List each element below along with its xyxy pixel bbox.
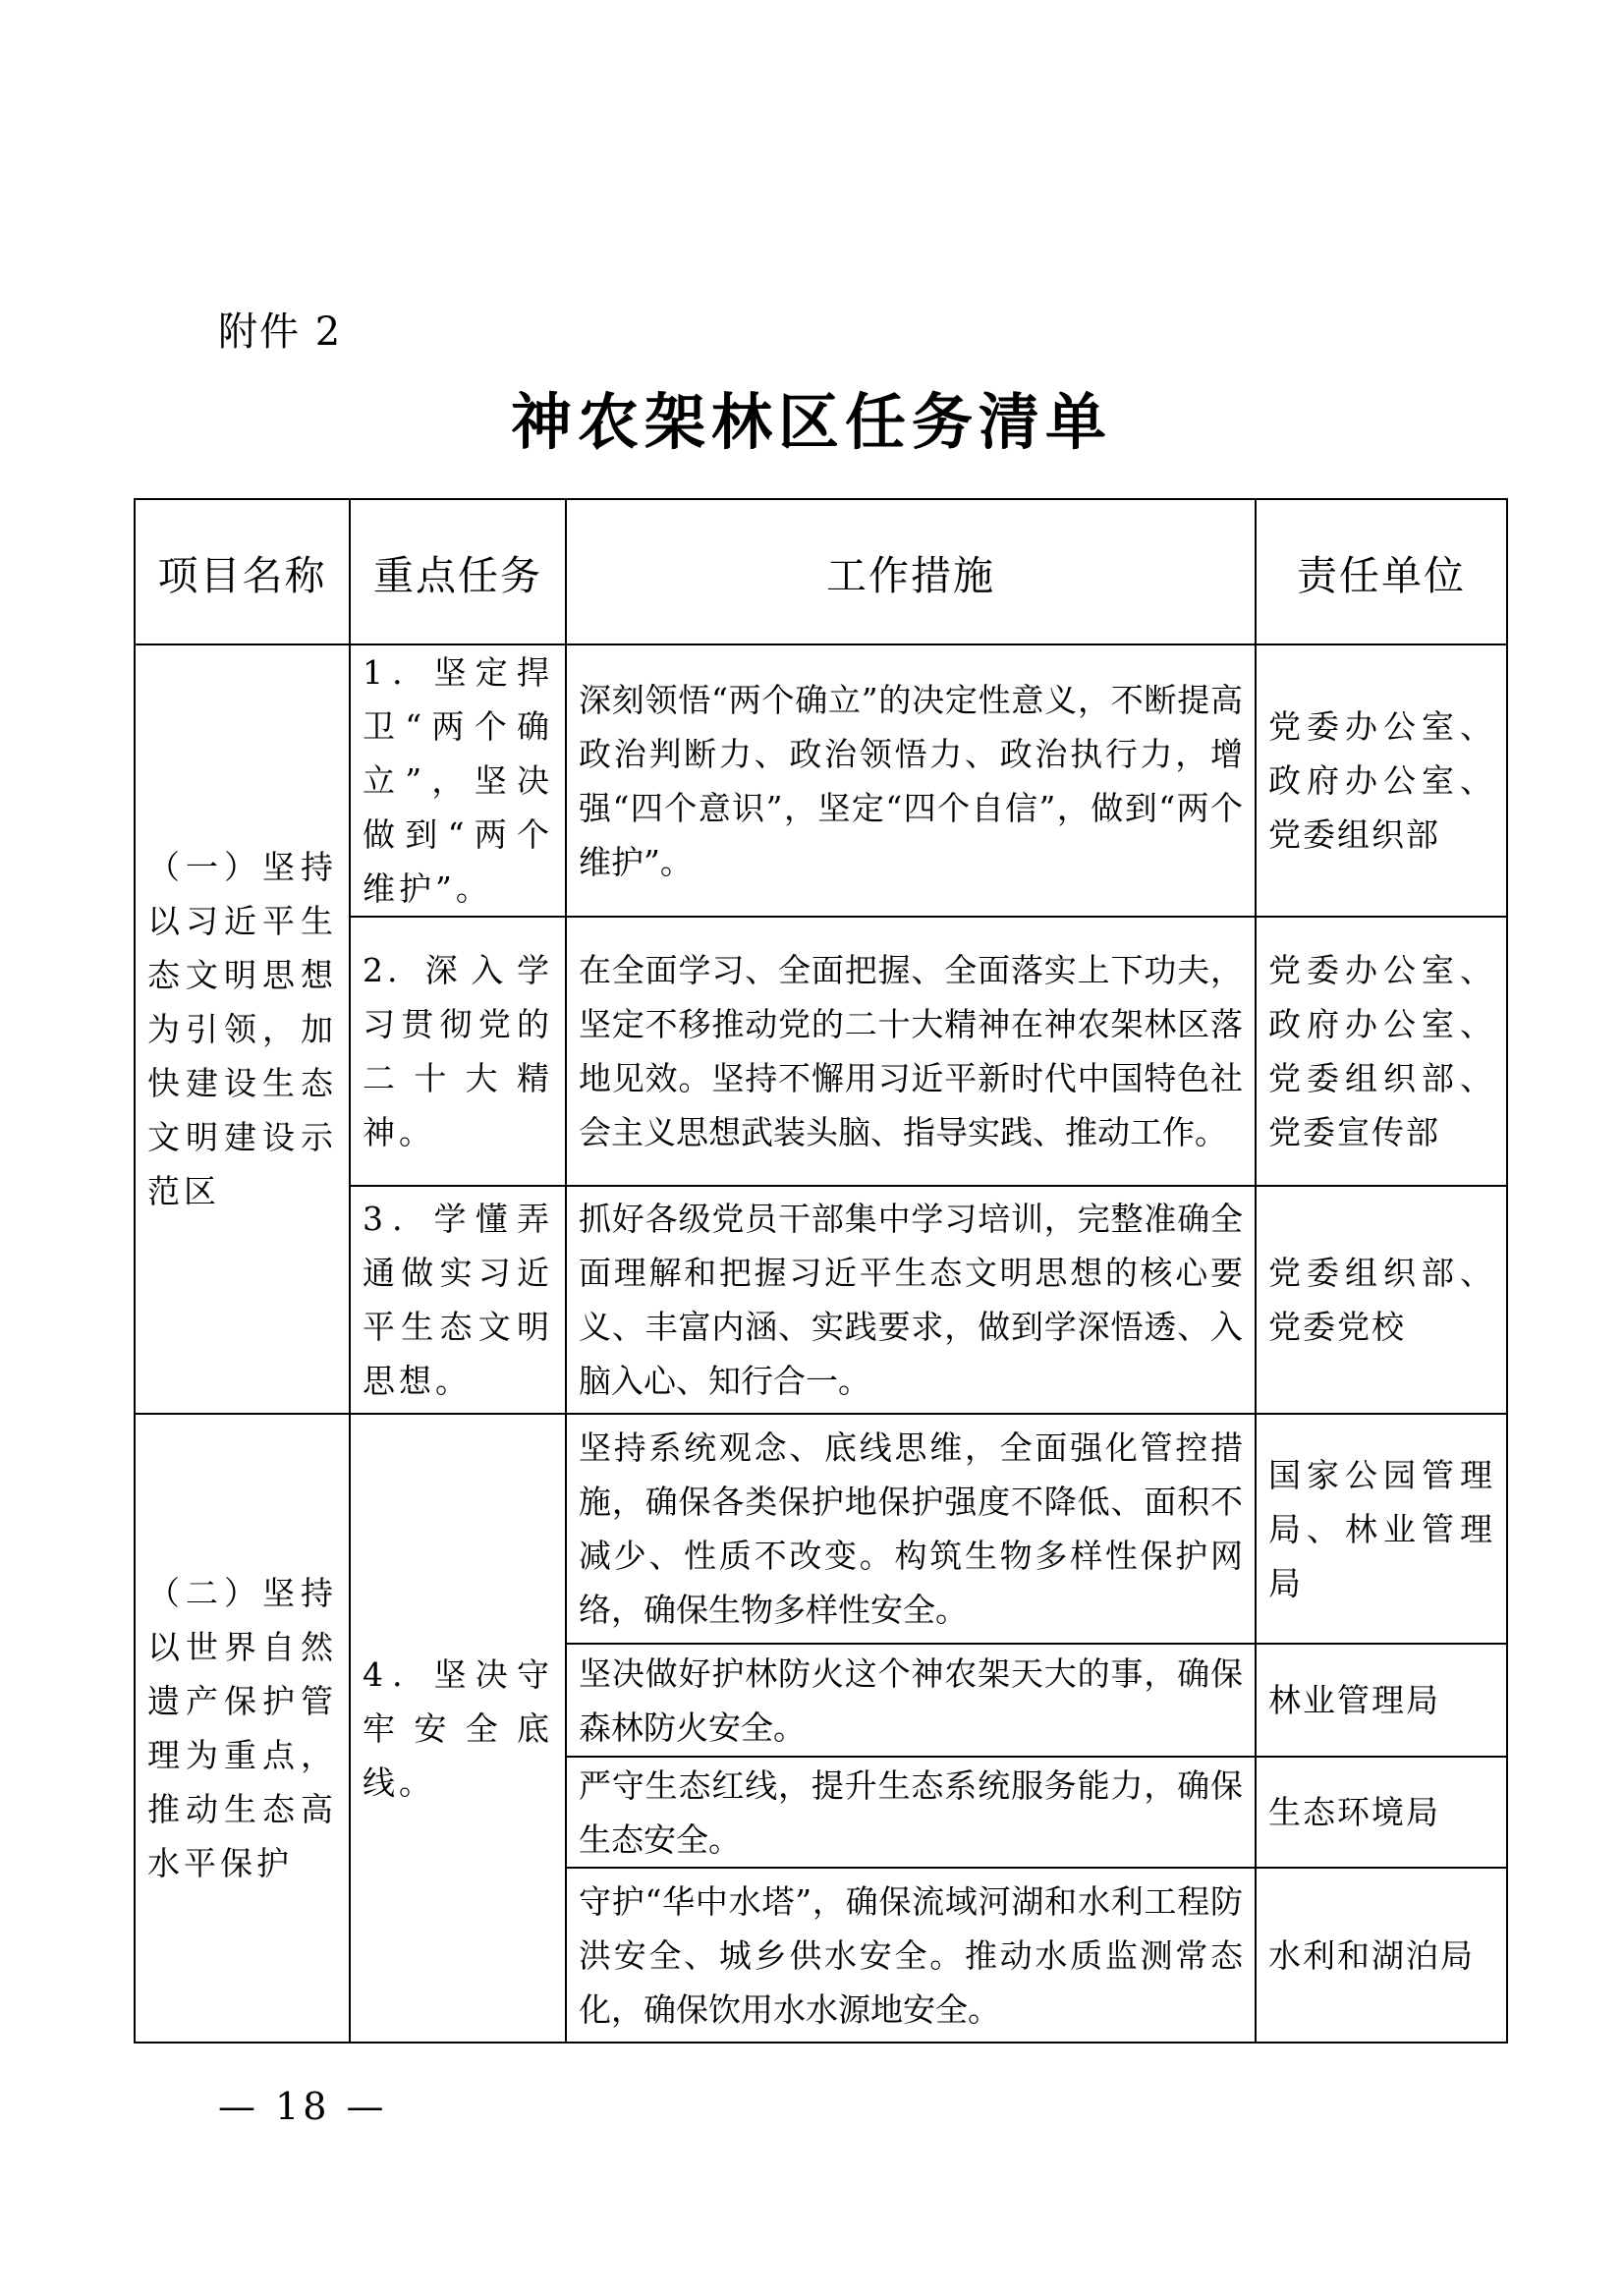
measure-cell: 坚决做好护林防火这个神农架天大的事，确保森林防火安全。 <box>566 1644 1256 1757</box>
task-table <box>134 498 1508 2044</box>
table-row <box>135 644 1507 917</box>
measure-cell: 深刻领悟“两个确立”的决定性意义，不断提高政治判断力、政治领悟力、政治执行力，增强“四个意识”，坚定“四个自信”，做到“两个维护”。 <box>566 644 1256 917</box>
task-cell: 2. 深入学习贯彻党的二十大精神。 <box>350 917 566 1186</box>
unit-cell: 林业管理局 <box>1256 1644 1507 1757</box>
unit-cell: 国家公园管理局、林业管理局 <box>1256 1414 1507 1644</box>
measure-cell: 严守生态红线，提升生态系统服务能力，确保生态安全。 <box>566 1757 1256 1868</box>
measure-cell: 坚持系统观念、底线思维，全面强化管控措施，确保各类保护地保护强度不降低、面积不减少、性质不改变。构筑生物多样性保护网络，确保生物多样性安全。 <box>566 1414 1256 1644</box>
column-header-unit: 责任单位 <box>1256 499 1507 644</box>
unit-cell: 党委办公室、政府办公室、党委组织部 <box>1256 644 1507 917</box>
column-header-project: 项目名称 <box>135 499 350 644</box>
attachment-label: 附件 2 <box>218 309 343 355</box>
measure-cell: 守护“华中水塔”，确保流域河湖和水利工程防洪安全、城乡供水安全。推动水质监测常态化，确保饮用水水源地安全。 <box>566 1868 1256 2043</box>
task-cell: 4．坚决守牢安全底线。 <box>350 1414 566 2043</box>
unit-cell: 党委办公室、政府办公室、党委组织部、党委宣传部 <box>1256 917 1507 1186</box>
column-header-measure: 工作措施 <box>566 499 1256 644</box>
project-cell: （一）坚持以习近平生态文明思想为引领，加快建设生态文明建设示范区 <box>135 644 350 1414</box>
table-row <box>135 1414 1507 1644</box>
measure-cell: 抓好各级党员干部集中学习培训，完整准确全面理解和把握习近平生态文明思想的核心要义、丰富内涵、实践要求，做到学深悟透、入脑入心、知行合一。 <box>566 1186 1256 1414</box>
project-cell: （二）坚持以世界自然遗产保护管理为重点，推动生态高水平保护 <box>135 1414 350 2043</box>
column-header-task: 重点任务 <box>350 499 566 644</box>
page-title: 神农架林区任务清单 <box>510 386 1112 458</box>
unit-cell: 水利和湖泊局 <box>1256 1868 1507 2043</box>
measure-cell: 在全面学习、全面把握、全面落实上下功夫，坚定不移推动党的二十大精神在神农架林区落地见效。坚持不懈用习近平新时代中国特色社会主义思想武装头脑、指导实践、推动工作。 <box>566 917 1256 1186</box>
task-cell: 1．坚定捍卫“两个确立”，坚决做到“两个维护”。 <box>350 644 566 917</box>
table-header-row <box>135 499 1507 644</box>
page-number: — 18 — <box>218 2085 388 2128</box>
task-cell: 3．学懂弄通做实习近平生态文明思想。 <box>350 1186 566 1414</box>
unit-cell: 生态环境局 <box>1256 1757 1507 1868</box>
unit-cell: 党委组织部、党委党校 <box>1256 1186 1507 1414</box>
